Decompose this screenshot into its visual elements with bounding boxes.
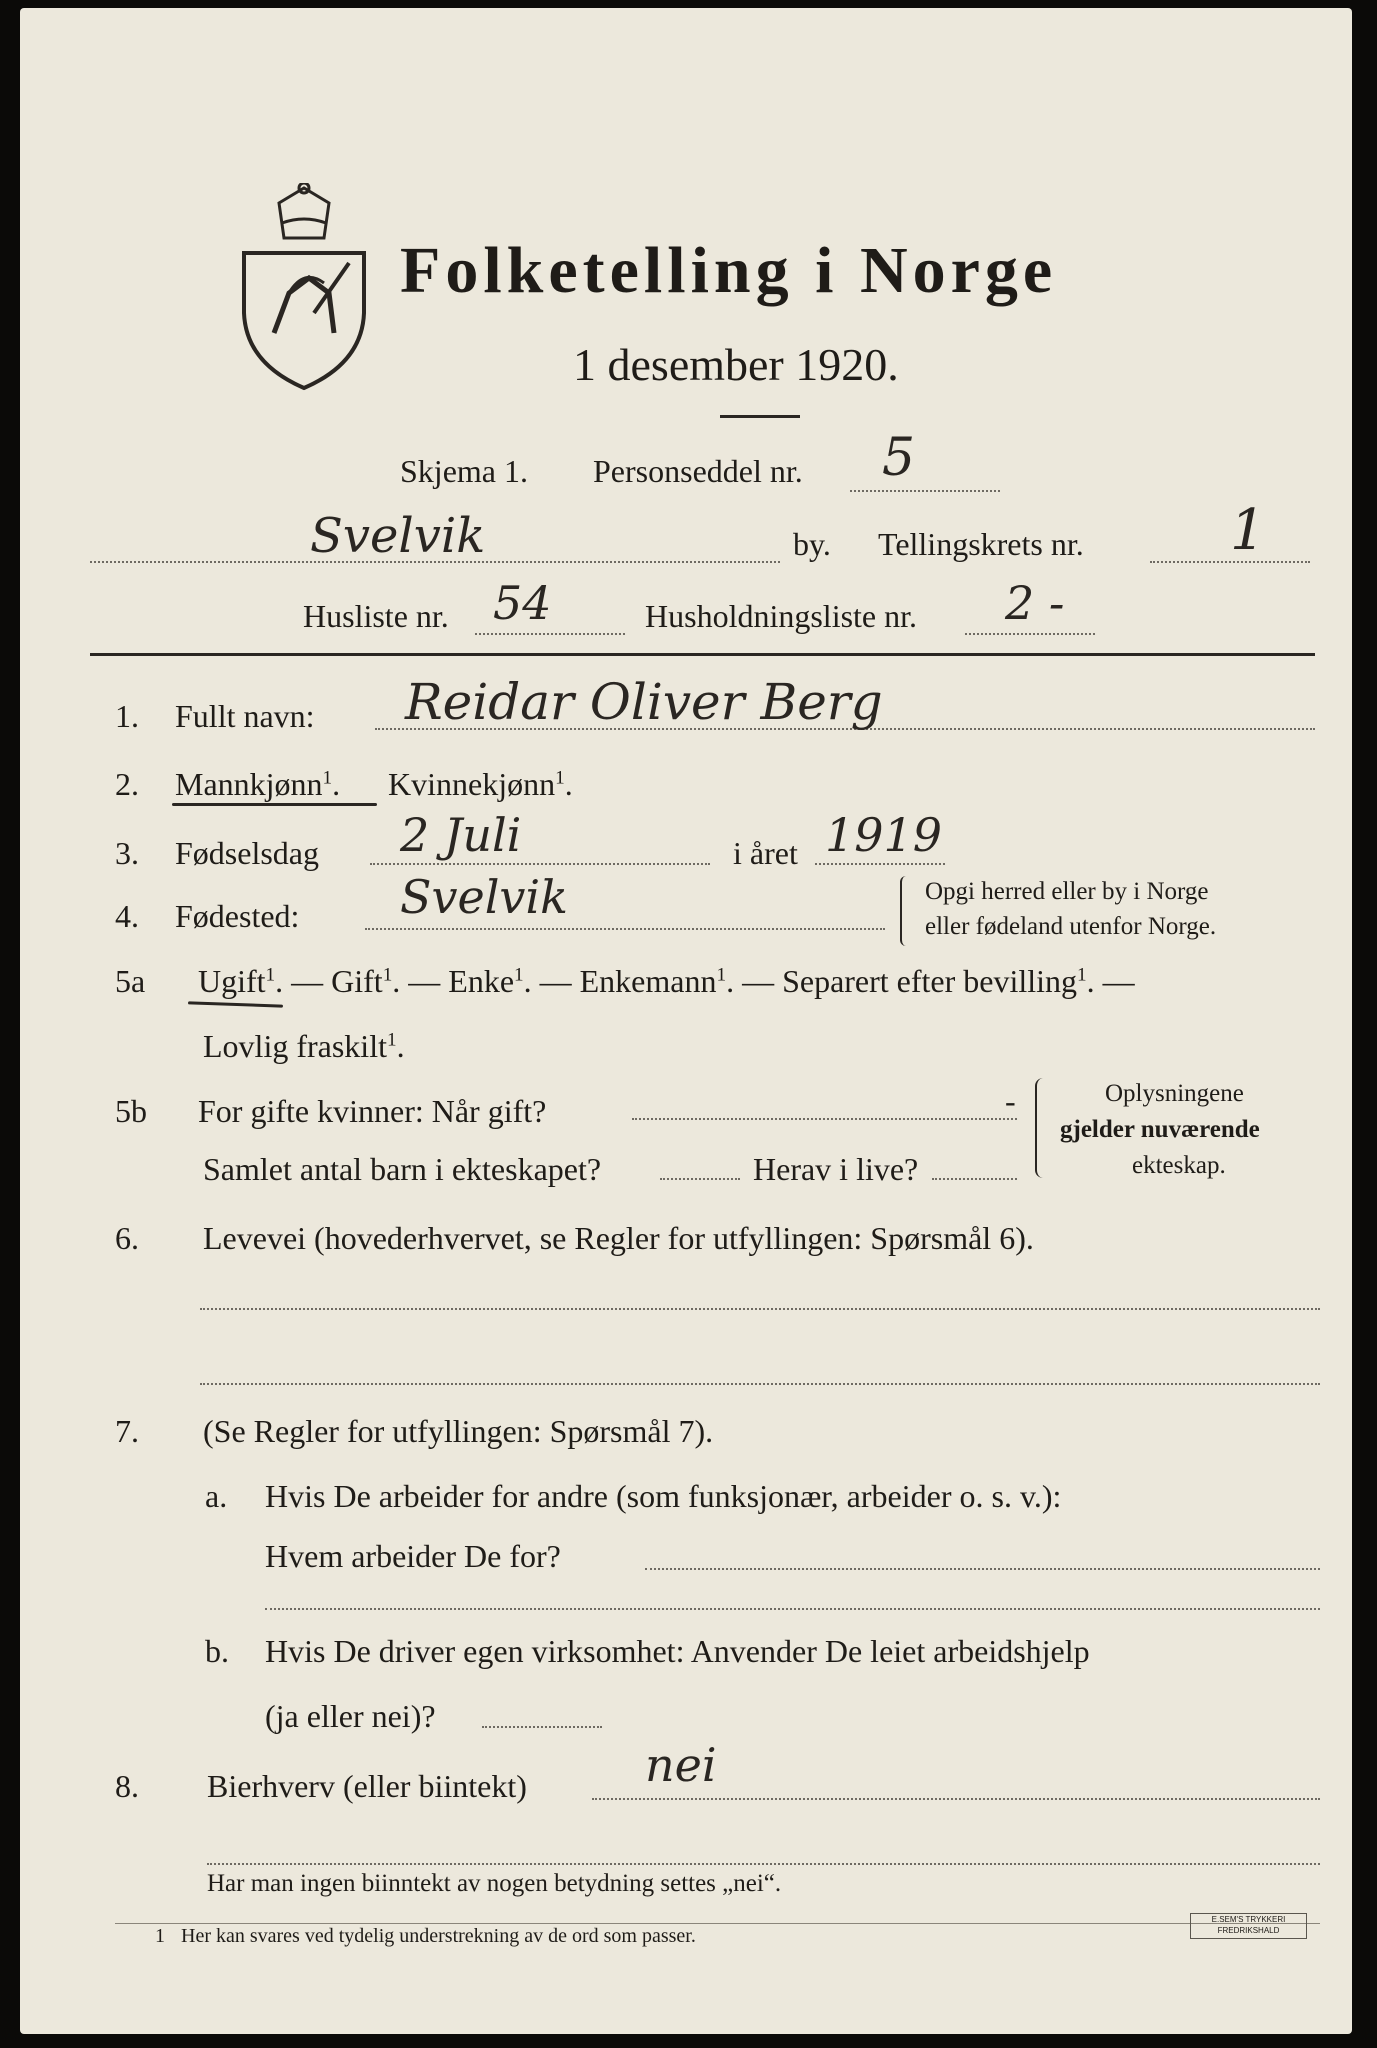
occupation-line-2 — [200, 1383, 1320, 1385]
q7a-letter: a. — [205, 1478, 228, 1514]
ugift-underline — [188, 1001, 283, 1007]
married-when-dash: - — [1005, 1083, 1016, 1119]
employer-line-1 — [645, 1568, 1320, 1570]
printer-stamp — [1190, 1913, 1307, 1939]
q5b-note-line2: gjelder nuværende — [1060, 1116, 1260, 1143]
husholdning-value[interactable]: 2 - — [1005, 576, 1065, 630]
birthplace-line — [365, 928, 885, 930]
title-divider — [720, 415, 800, 418]
dash-separator: — — [1102, 963, 1135, 999]
q4-number: 4. — [115, 898, 139, 934]
side-income-line-2 — [207, 1863, 1320, 1865]
full-name-value[interactable]: Reidar Oliver Berg — [405, 673, 883, 731]
husholdning-line — [965, 633, 1095, 635]
sex-female-footnote-mark: 1 — [555, 767, 565, 789]
q3-number: 3. — [115, 835, 139, 871]
q7a-line1: Hvis De arbeider for andre (som funksjonær, arbeider o. s. v.): — [265, 1478, 1062, 1514]
sex-male-underline — [172, 803, 377, 806]
sex-male-option[interactable]: Mannkjønn$^1$. — [175, 766, 341, 802]
birthyear-line — [815, 863, 945, 865]
q8-number: 8. — [115, 1768, 139, 1804]
occupation-line-1 — [200, 1308, 1320, 1310]
q7b-letter: b. — [205, 1633, 229, 1669]
printer-stamp-line1: E.SEM'S TRYKKERI — [1211, 1915, 1286, 1924]
q2-number: 2. — [115, 766, 139, 802]
q5b-label: For gifte kvinner: Når gift? — [198, 1093, 547, 1129]
husliste-value[interactable]: 54 — [493, 576, 552, 630]
marital-separert-option[interactable]: Separert efter bevilling$^1$. — [782, 963, 1095, 999]
census-form — [20, 8, 1352, 2034]
marital-status-options — [198, 963, 1135, 1000]
by-label: by. — [793, 526, 831, 562]
q3-label: Fødselsdag — [175, 835, 319, 871]
marital-enke-option[interactable]: Enke$^1$. — [448, 963, 532, 999]
q5b-number: 5b — [115, 1093, 147, 1129]
enke-label: Enke — [448, 963, 515, 999]
q4-brace — [900, 876, 912, 946]
q4-label: Fødested: — [175, 898, 300, 934]
husliste-label: Husliste nr. — [303, 598, 449, 634]
census-date: 1 desember 1920. — [573, 339, 899, 390]
tellingskrets-label: Tellingskrets nr. — [878, 526, 1084, 562]
ugift-label: Ugift — [198, 963, 266, 999]
q5b-brace — [1035, 1078, 1049, 1178]
birthdate-value[interactable]: 2 Juli — [400, 808, 522, 862]
q8-note: Har man ingen biinntekt av nogen betydning settes „nei“. — [207, 1870, 782, 1897]
personseddel-label: Personseddel nr. — [593, 453, 803, 489]
footnote-rule — [115, 1923, 1320, 1924]
city-value[interactable]: Svelvik — [310, 508, 486, 564]
marital-ugift-option[interactable]: Ugift$^1$. — [198, 963, 284, 999]
footnote — [155, 1925, 696, 1948]
sex-male-label: Mannkjønn — [175, 766, 323, 802]
q6-label: Levevei (hovederhvervet, se Regler for utfyllingen: Spørsmål 6). — [203, 1220, 1034, 1256]
gift-footnote-mark: 1 — [382, 964, 393, 986]
q4-note-line2: eller fødeland utenfor Norge. — [925, 913, 1217, 940]
coat-of-arms-icon — [234, 183, 374, 393]
ugift-footnote-mark: 1 — [265, 964, 276, 986]
sex-female-label: Kvinnekjønn — [388, 766, 556, 802]
q1-number: 1. — [115, 698, 139, 734]
side-income-value[interactable]: nei — [645, 1738, 717, 1792]
birthdate-line — [370, 863, 710, 865]
birthplace-value[interactable]: Svelvik — [400, 870, 569, 924]
separert-label: Separert efter bevilling — [782, 963, 1078, 999]
dash-separator: — — [408, 963, 441, 999]
separert-footnote-mark: 1 — [1077, 964, 1087, 986]
gift-label: Gift — [331, 963, 383, 999]
enkemann-label: Enkemann — [579, 963, 717, 999]
q5a-number: 5a — [115, 963, 146, 999]
marital-gift-option[interactable]: Gift$^1$. — [331, 963, 401, 999]
dash-separator: — — [291, 963, 324, 999]
lovlig-label: Lovlig fraskilt — [203, 1028, 387, 1064]
q7-number: 7. — [115, 1413, 139, 1449]
printer-stamp-line2: FREDRIKSHALD — [1217, 1926, 1280, 1935]
tellingskrets-value[interactable]: 1 — [1230, 498, 1266, 563]
q7b-line2: (ja eller nei)? — [265, 1698, 436, 1734]
husliste-line — [475, 633, 625, 635]
q7b-line1: Hvis De driver egen virksomhet: Anvender De leiet arbeidshjelp — [265, 1633, 1090, 1669]
q5b-note-line3: ekteskap. — [1132, 1152, 1226, 1179]
sex-male-footnote-mark: 1 — [322, 767, 333, 789]
q8-label: Bierhverv (eller biintekt) — [207, 1768, 527, 1804]
birthyear-label: i året — [733, 835, 798, 871]
q7-label: (Se Regler for utfyllingen: Spørsmål 7). — [203, 1413, 714, 1449]
hired-help-line — [482, 1726, 602, 1728]
personseddel-value[interactable]: 5 — [882, 428, 916, 488]
children-alive-line — [932, 1178, 1017, 1180]
header-rule — [90, 653, 1315, 656]
personseddel-line — [850, 490, 1000, 492]
q4-note-line1: Opgi herred eller by i Norge — [925, 878, 1209, 905]
side-income-line — [592, 1798, 1320, 1800]
marital-enkemann-option[interactable]: Enkemann$^1$. — [579, 963, 735, 999]
lovlig-footnote-mark: 1 — [386, 1029, 397, 1051]
husholdning-label: Husholdningsliste nr. — [645, 598, 918, 634]
employer-line-2 — [265, 1608, 1320, 1610]
children-total-label: Samlet antal barn i ekteskapet? — [203, 1151, 602, 1187]
q7a-line2: Hvem arbeider De for? — [265, 1538, 561, 1574]
skjema-label: Skjema 1. — [400, 453, 528, 489]
dash-separator: — — [742, 963, 775, 999]
q6-number: 6. — [115, 1220, 139, 1256]
sex-female-option[interactable]: Kvinnekjønn$^1$. — [388, 766, 573, 802]
form-title: Folketelling i Norge — [400, 234, 1058, 307]
children-alive-label: Herav i live? — [753, 1151, 919, 1187]
footnote-text: Her kan svares ved tydelig understrekning av de ord som passer. — [181, 1925, 696, 1947]
footnote-mark: 1 — [155, 1925, 165, 1947]
enke-footnote-mark: 1 — [514, 964, 524, 986]
married-when-line — [632, 1118, 1017, 1120]
enkemann-footnote-mark: 1 — [716, 964, 727, 986]
q1-label: Fullt navn: — [175, 698, 315, 734]
marital-lovlig-option[interactable]: Lovlig fraskilt$^1$. — [203, 1028, 405, 1064]
birthyear-value[interactable]: 1919 — [825, 808, 943, 862]
children-total-line — [660, 1178, 740, 1180]
dash-separator: — — [539, 963, 572, 999]
q5b-note-line1: Oplysningene — [1105, 1080, 1244, 1107]
